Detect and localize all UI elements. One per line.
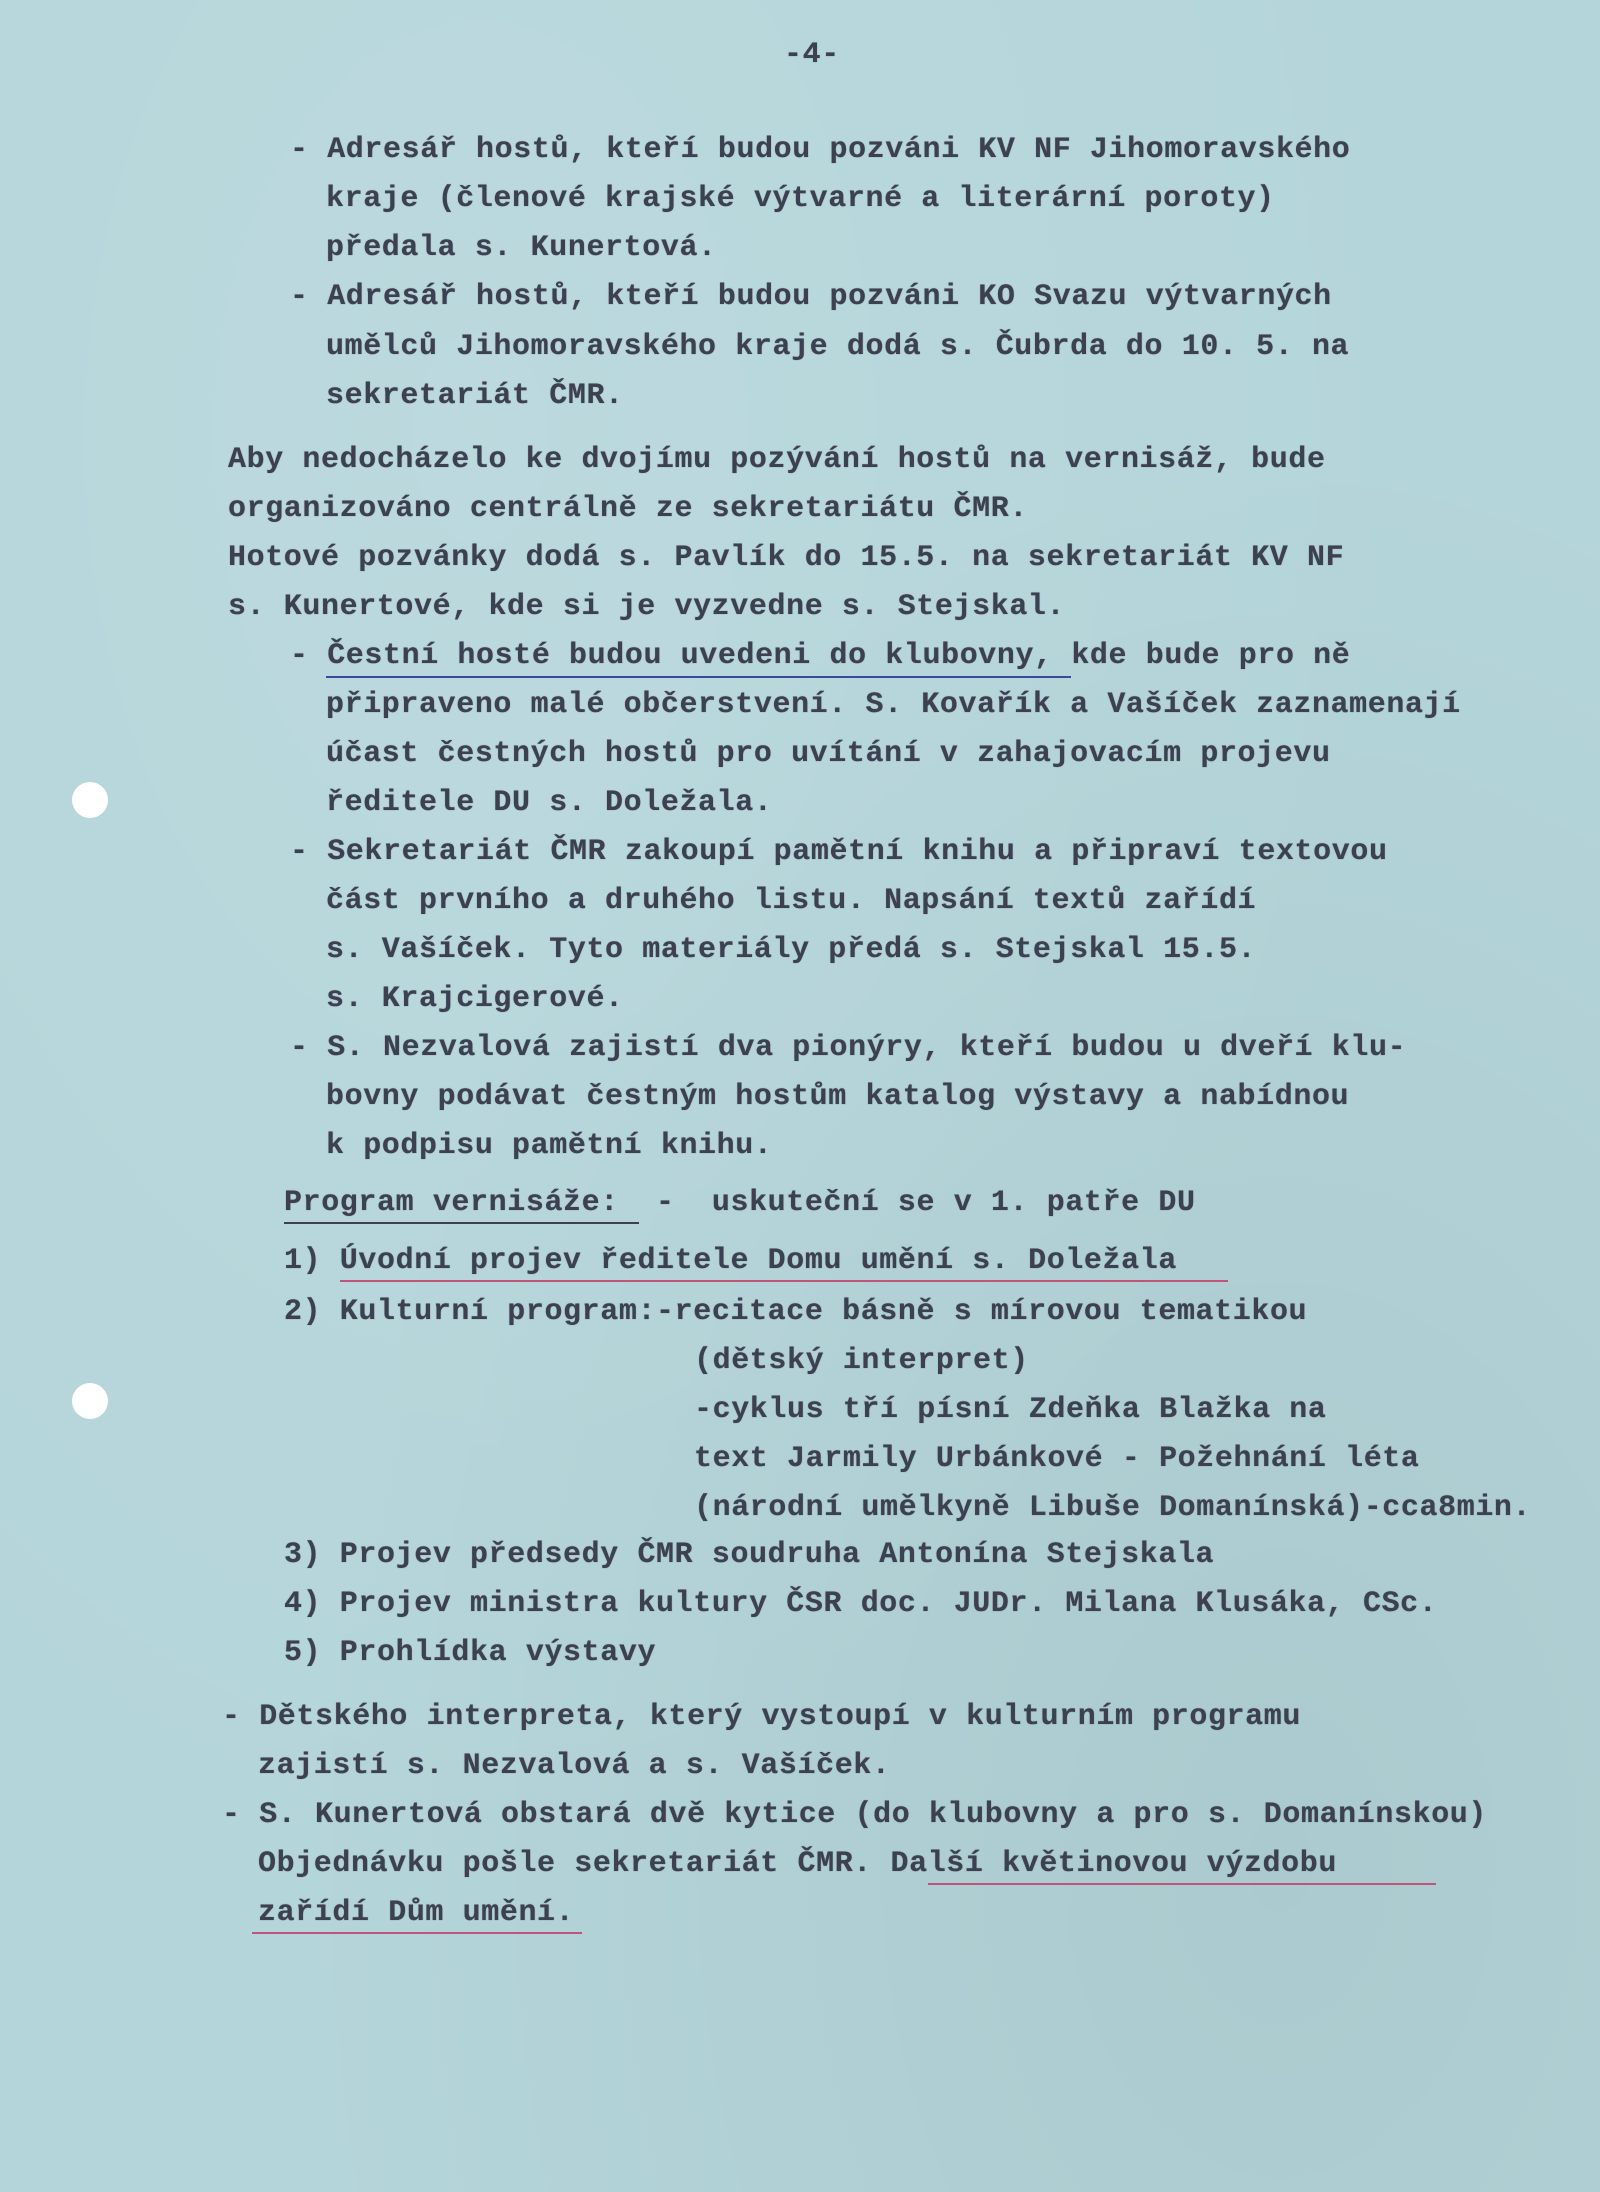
text-line: zařídí Dům umění. (258, 1896, 575, 1930)
text-line: část prvního a druhého listu. Napsání textů zařídí (326, 884, 1257, 918)
text-line: sekretariát ČMR. (326, 379, 624, 413)
text-line: s. Vašíček. Tyto materiály předá s. Stejskal 15.5. (326, 933, 1257, 967)
text-line: připraveno malé občerstvení. S. Kovařík a Vašíček zaznamenají (326, 688, 1461, 722)
text-line: ředitele DU s. Doležala. (326, 786, 773, 820)
text-line: Objednávku pošle sekretariát ČMR. Další květinovou výzdobu (258, 1847, 1337, 1881)
text-line: účast čestných hostů pro uvítání v zahajovacím projevu (326, 737, 1331, 771)
text-line: - Čestní hosté budou uvedeni do klubovny, kde bude pro ně (290, 639, 1351, 673)
text-line: bovny podávat čestným hostům katalog výstavy a nabídnou (326, 1080, 1350, 1114)
text-line: předala s. Kunertová. (326, 231, 717, 265)
program-item: text Jarmily Urbánkové - Požehnání léta (694, 1442, 1420, 1476)
program-item: 4) Projev ministra kultury ČSR doc. JUDr. Milana Klusáka, CSc. (284, 1587, 1438, 1621)
text-line: s. Krajcigerové. (326, 982, 624, 1016)
underline-mark (340, 1280, 1228, 1282)
underline-mark (928, 1883, 1436, 1885)
underline-mark (284, 1222, 639, 1224)
text-line: k podpisu pamětní knihu. (326, 1129, 773, 1163)
text-line: - Dětského interpreta, který vystoupí v kulturním programu (222, 1700, 1301, 1734)
punch-hole-top (72, 782, 108, 818)
text-line: Aby nedocházelo ke dvojímu pozývání hostů na vernisáž, bude (228, 443, 1326, 477)
program-item: 2) Kulturní program:-recitace básně s mírovou tematikou (284, 1295, 1308, 1329)
underline-mark (326, 676, 1071, 678)
text-line: - S. Kunertová obstará dvě kytice (do klubovny a pro s. Domanínskou) (222, 1798, 1487, 1832)
text-line: - Adresář hostů, kteří budou pozváni KO Svazu výtvarných (290, 280, 1332, 314)
text-line: umělců Jihomoravského kraje dodá s. Čubrda do 10. 5. na (326, 330, 1350, 364)
program-heading: Program vernisáže: - uskuteční se v 1. patře DU (284, 1186, 1196, 1220)
text-line: Hotové pozvánky dodá s. Pavlík do 15.5. na sekretariát KV NF (228, 541, 1345, 575)
text-line: kraje (členové krajské výtvarné a literární poroty) (326, 182, 1275, 216)
underline-mark (252, 1932, 582, 1934)
punch-hole-bottom (72, 1383, 108, 1419)
text-line: - S. Nezvalová zajistí dva pionýry, kteří budou u dveří klu- (290, 1031, 1407, 1065)
program-item: 5) Prohlídka výstavy (284, 1636, 657, 1670)
program-item: (dětský interpret) (694, 1344, 1029, 1378)
text-line: organizováno centrálně ze sekretariátu ČMR. (228, 492, 1028, 526)
text-line: - Sekretariát ČMR zakoupí pamětní knihu a připraví textovou (290, 835, 1388, 869)
text-line: zajistí s. Nezvalová a s. Vašíček. (258, 1749, 891, 1783)
program-item: 1) Úvodní projev ředitele Domu umění s. Doležala (284, 1244, 1177, 1278)
program-item: 3) Projev předsedy ČMR soudruha Antonína Stejskala (284, 1538, 1215, 1572)
text-line: - Adresář hostů, kteří budou pozváni KV NF Jihomoravského (290, 133, 1351, 167)
program-item: -cyklus tří písní Zdeňka Blažka na (694, 1393, 1327, 1427)
text-line: s. Kunertové, kde si je vyzvedne s. Stejskal. (228, 590, 1066, 624)
page-number: -4- (784, 38, 840, 72)
program-item: (národní umělkyně Libuše Domanínská)-cca8min. (694, 1491, 1532, 1525)
